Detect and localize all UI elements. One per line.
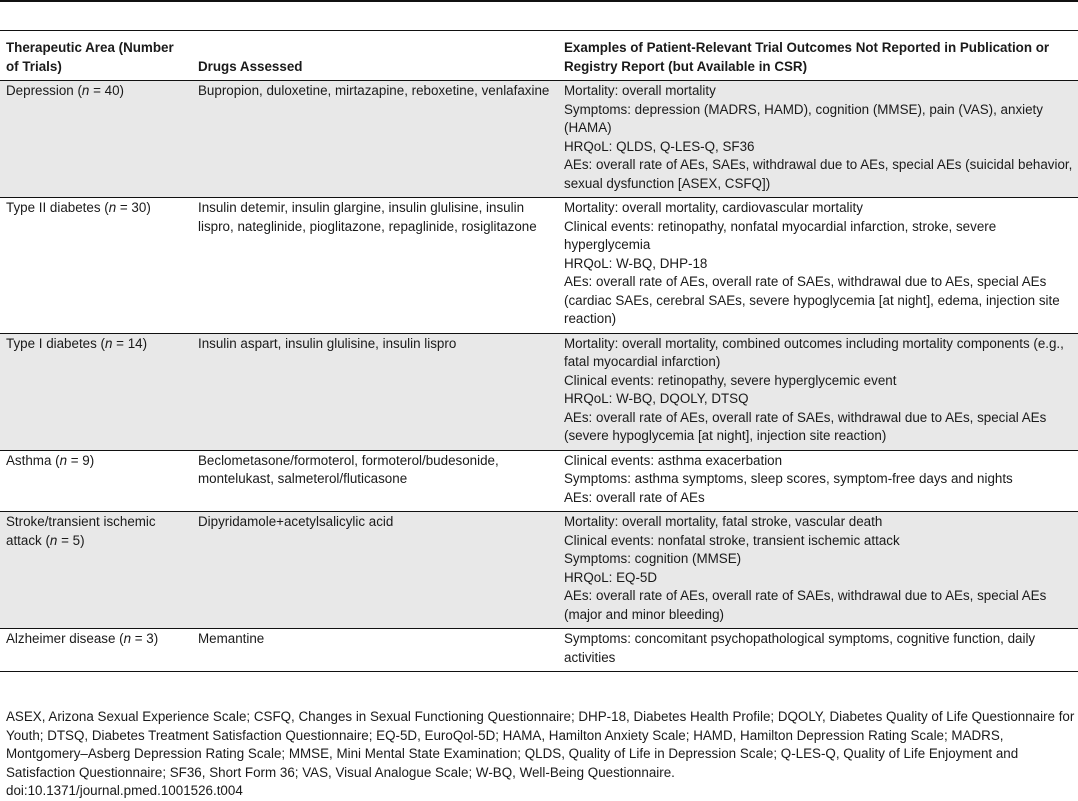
table-row bbox=[0, 450, 1078, 512]
trial-count: = 5) bbox=[57, 532, 85, 548]
top-rule bbox=[0, 0, 1078, 2]
drugs-assessed-cell: Beclometasone/formoterol, formoterol/budesonide, montelukast, salmeterol/fluticasone bbox=[198, 452, 499, 486]
trial-count-symbol: n bbox=[59, 452, 68, 468]
therapeutic-area-cell bbox=[0, 629, 192, 672]
therapeutic-area-cell bbox=[0, 512, 192, 629]
trial-count: = 14) bbox=[112, 335, 148, 351]
outcome-line: AEs: overall rate of AEs, overall rate of SAEs, withdrawal due to AEs, special AEs (major and minor bleeding) bbox=[564, 588, 1047, 622]
table-header bbox=[0, 31, 1078, 81]
drugs-assessed-cell: Memantine bbox=[198, 631, 265, 646]
outcomes-cell bbox=[558, 198, 1078, 334]
outcome-line: Symptoms: concomitant psychopathological symptoms, cognitive function, daily activities bbox=[564, 631, 1036, 665]
outcomes-table bbox=[0, 30, 1078, 672]
trial-count-symbol: n bbox=[81, 83, 90, 98]
header-drugs-assessed: Drugs Assessed bbox=[198, 58, 303, 74]
outcome-line: Mortality: overall mortality, combined outcomes including mortality components (e.g., fatal myocardial infarction) bbox=[564, 335, 1064, 369]
outcomes-cell bbox=[558, 81, 1078, 198]
outcomes-cell bbox=[558, 333, 1078, 450]
area-name: Alzheimer disease ( bbox=[6, 631, 124, 646]
outcomes-cell bbox=[558, 512, 1078, 629]
outcome-line: AEs: overall rate of AEs, overall rate of SAEs, withdrawal due to AEs, special AEs (cardiac SAEs, cerebral SAEs, severe hypoglycemia [at night], edema, injection site reaction) bbox=[564, 274, 1060, 326]
drugs-assessed-cell: Bupropion, duloxetine, mirtazapine, reboxetine, venlafaxine bbox=[192, 81, 558, 198]
area-name: Type II diabetes ( bbox=[6, 200, 109, 215]
outcome-line: Clinical events: nonfatal stroke, transient ischemic attack bbox=[564, 532, 900, 548]
abbreviations-note: ASEX, Arizona Sexual Experience Scale; CSFQ, Changes in Sexual Functioning Questionnaire; DHP-18, Diabetes Health Profile; DQOLY, Diabetes Quality of Life Questionnaire for Youth; DTSQ, Diabetes Treatment Satisfaction Questionnaire; EQ-5D, EuroQol-5D; HAMA, Hamilton Anxiety Scale; HAMD, Hamilton Depression Rating Scale; MADRS, Montgomery–Asberg Depression Rating Scale; MMSE, Mini Mental State Examination; QLDS, Quality of Life in Depression Scale; Q-LES-Q, Quality of Life Enjoyment and Satisfaction Questionnaire; SF36, Short Form 36; VAS, Visual Analogue Scale; W-BQ, Well-Being Questionnaire. bbox=[6, 709, 1075, 780]
area-name: Type I diabetes ( bbox=[6, 335, 105, 351]
outcome-line: HRQoL: W-BQ, DQOLY, DTSQ bbox=[564, 391, 749, 406]
outcome-line: Symptoms: depression (MADRS, HAMD), cognition (MMSE), pain (VAS), anxiety (HAMA) bbox=[564, 101, 1043, 135]
trial-count-symbol: n bbox=[105, 335, 113, 351]
trial-count-symbol: n bbox=[49, 532, 58, 548]
trial-count: = 40) bbox=[89, 83, 124, 98]
table-row bbox=[0, 81, 1078, 198]
therapeutic-area-cell bbox=[0, 333, 192, 450]
outcomes-cell bbox=[558, 629, 1078, 672]
outcome-line: Clinical events: retinopathy, severe hyperglycemic event bbox=[564, 372, 897, 388]
area-name: Asthma ( bbox=[6, 452, 60, 468]
table-row bbox=[0, 333, 1078, 450]
trial-count-symbol: n bbox=[123, 631, 132, 646]
outcome-line: HRQoL: EQ-5D bbox=[564, 569, 658, 585]
outcome-line: Mortality: overall mortality bbox=[564, 83, 716, 98]
therapeutic-area-cell bbox=[0, 81, 192, 198]
outcome-line: Clinical events: asthma exacerbation bbox=[564, 452, 783, 468]
trial-count: = 30) bbox=[116, 200, 151, 215]
doi-label: doi:10.1371/journal.pmed.1001526.t004 bbox=[6, 783, 243, 798]
therapeutic-area-cell bbox=[0, 198, 192, 334]
therapeutic-area-cell bbox=[0, 450, 192, 512]
header-outcomes: Examples of Patient-Relevant Trial Outcomes Not Reported in Publication or Registry Report (but Available in CSR) bbox=[564, 40, 1050, 74]
outcome-line: AEs: overall rate of AEs, SAEs, withdrawal due to AEs, special AEs (suicidal behavior, sexual dysfunction [ASEX, CSFQ]) bbox=[564, 157, 1073, 191]
outcome-line: Mortality: overall mortality, fatal stroke, vascular death bbox=[564, 514, 883, 529]
drugs-assessed-cell: Dipyridamole+acetylsalicylic acid bbox=[192, 512, 558, 629]
trial-count: = 9) bbox=[67, 452, 95, 468]
outcome-line: Symptoms: asthma symptoms, sleep scores, symptom-free days and nights bbox=[564, 471, 1013, 486]
header-therapeutic-area: Therapeutic Area (Number of Trials) bbox=[6, 40, 174, 74]
area-name: Stroke/transient ischemic attack ( bbox=[6, 514, 156, 548]
outcome-line: Symptoms: cognition (MMSE) bbox=[564, 551, 742, 566]
header-row bbox=[0, 31, 1078, 81]
table-row bbox=[0, 629, 1078, 672]
table-row bbox=[0, 198, 1078, 334]
area-name: Depression ( bbox=[6, 83, 82, 98]
outcome-line: Mortality: overall mortality, cardiovascular mortality bbox=[564, 200, 863, 215]
table-row bbox=[0, 512, 1078, 629]
outcome-line: AEs: overall rate of AEs bbox=[564, 489, 705, 505]
table-footnote bbox=[6, 708, 1076, 801]
drugs-assessed-cell: Insulin detemir, insulin glargine, insulin glulisine, insulin lispro, nateglinide, pioglitazone, repaglinide, rosiglitazone bbox=[198, 200, 537, 234]
outcome-line: HRQoL: QLDS, Q-LES-Q, SF36 bbox=[564, 138, 755, 154]
trial-count-symbol: n bbox=[108, 200, 117, 215]
drugs-assessed-cell: Insulin aspart, insulin glulisine, insulin lispro bbox=[192, 333, 558, 450]
outcomes-cell bbox=[558, 450, 1078, 512]
outcome-line: AEs: overall rate of AEs, overall rate of SAEs, withdrawal due to AEs, special AEs (severe hypoglycemia [at night], injection site reaction) bbox=[564, 409, 1047, 443]
trial-count: = 3) bbox=[131, 631, 159, 646]
outcome-line: Clinical events: retinopathy, nonfatal myocardial infarction, stroke, severe hyperglycemia bbox=[564, 218, 997, 252]
outcome-line: HRQoL: W-BQ, DHP-18 bbox=[564, 255, 708, 271]
table-body bbox=[0, 81, 1078, 672]
